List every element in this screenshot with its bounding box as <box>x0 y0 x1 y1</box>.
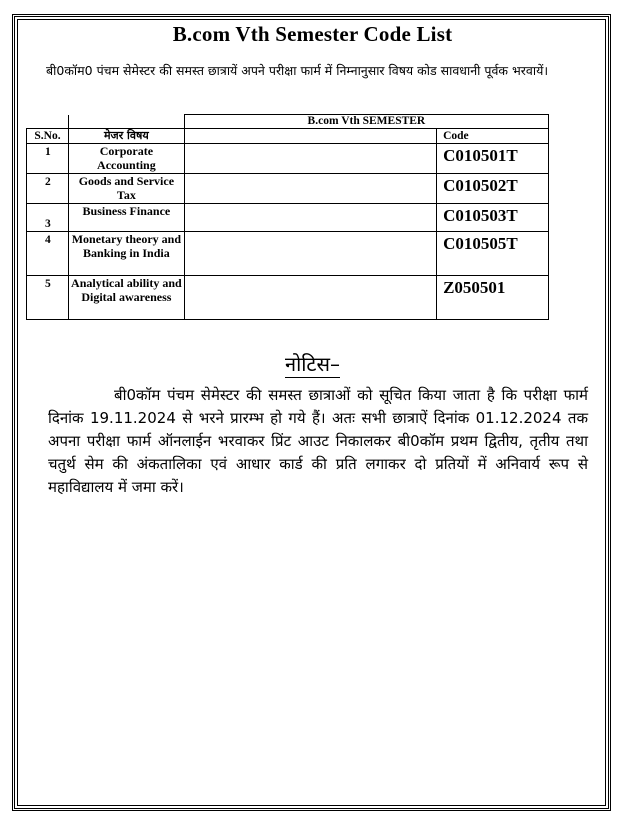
notice-heading-text: नोटिस– <box>284 352 341 376</box>
banner-spacer <box>27 115 69 129</box>
row-blank <box>184 204 436 232</box>
header-sno: S.No. <box>27 129 69 144</box>
row-code: C010501T <box>437 144 549 174</box>
row-subject: Corporate Accounting <box>68 144 184 174</box>
row-subject: Business Finance <box>68 204 184 232</box>
row-sno: 2 <box>27 174 69 204</box>
row-code: Z050501 <box>437 276 549 320</box>
table-row <box>27 276 549 320</box>
row-blank <box>184 144 436 174</box>
table-row <box>27 174 549 204</box>
table-banner: B.com Vth SEMESTER <box>184 115 548 129</box>
row-code: C010502T <box>437 174 549 204</box>
intro-text: बी0कॉम0 पंचम सेमेस्टर की समस्त छात्रायें अपने परीक्षा फार्म में निम्नानुसार विषय कोड सावधानी पूर्वक भरवायें। <box>46 63 549 78</box>
code-table <box>26 114 549 320</box>
table-banner-row <box>27 115 549 129</box>
notice-body-text: बी0कॉम पंचम सेमेस्टर की समस्त छात्राओं को सूचित किया जाता है कि परीक्षा फार्म दिनांक 19.11.2024 से भरने प्रारम्भ हो गये हैं। अतः सभी छात्राऐं दिनांक 01.12.2024 तक अपना परीक्षा फार्म ऑनलाईन भरवाकर प्रिंट आउट निकालकर बी0कॉम प्रथम द्वितीय, तृतीय तथा चतुर्थ सेम की अंकतालिका एवं आधार कार्ड की प्रति लगाकर दो प्रतियों में अनिवार्य रूप से महाविद्यालय में जमा करें। <box>48 386 588 496</box>
header-code: Code <box>437 129 549 144</box>
table-header-row <box>27 129 549 144</box>
row-subject: Analytical ability and Digital awareness <box>68 276 184 320</box>
row-subject: Goods and Service Tax <box>68 174 184 204</box>
row-blank <box>184 232 436 276</box>
banner-spacer <box>68 115 184 129</box>
table-row <box>27 204 549 232</box>
row-blank <box>184 174 436 204</box>
notice-body <box>48 384 588 499</box>
notice-heading <box>0 350 625 377</box>
row-sno: 4 <box>27 232 69 276</box>
table-row <box>27 232 549 276</box>
row-blank <box>184 276 436 320</box>
row-sno: 1 <box>27 144 69 174</box>
row-code: C010503T <box>437 204 549 232</box>
header-subject: मेजर विषय <box>68 129 184 144</box>
row-subject: Monetary theory and Banking in India <box>68 232 184 276</box>
header-blank <box>184 129 436 144</box>
row-sno: 3 <box>27 204 69 232</box>
row-sno: 5 <box>27 276 69 320</box>
page-title: B.com Vth Semester Code List <box>172 22 453 46</box>
table-row <box>27 144 549 174</box>
row-code: C010505T <box>437 232 549 276</box>
